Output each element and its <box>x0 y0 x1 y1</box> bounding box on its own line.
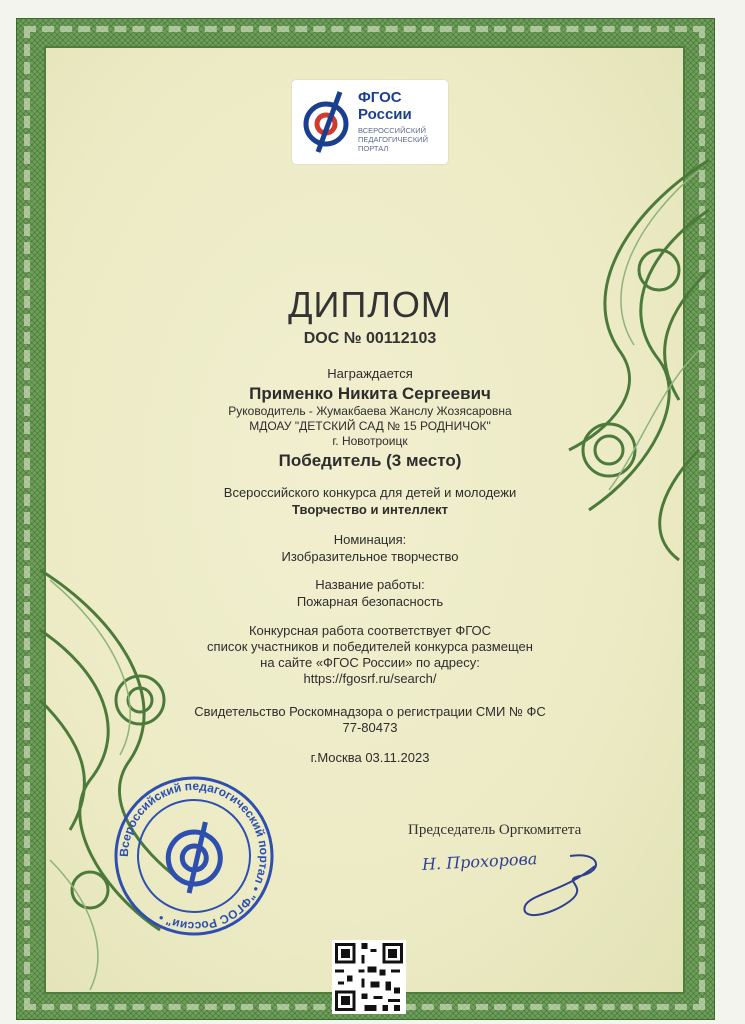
compliance-line3: на сайте «ФГОС России» по адресу: <box>260 655 480 670</box>
compliance-url: https://fgosrf.ru/search/ <box>303 671 437 686</box>
recipient-name: Применко Никита Сергеевич <box>249 384 491 403</box>
organization-line: МДОАУ "ДЕТСКИЙ САД № 15 РОДНИЧОК" <box>249 419 491 433</box>
work-title-value: Пожарная безопасность <box>296 594 444 609</box>
contest-name: Творчество и интеллект <box>292 502 448 517</box>
signature-scribble-icon <box>510 846 610 926</box>
registration-line2: 77-80473 <box>342 720 398 735</box>
nomination-value: Изобразительное творчество <box>281 549 459 564</box>
awarded-label: Награждается <box>327 366 413 381</box>
registration-line1: Свидетельство Роскомнадзора о регистрации СМИ № ФС <box>194 704 546 719</box>
logo-title-line1: ФГОС <box>358 89 402 106</box>
date-line: г.Москва 03.11.2023 <box>310 750 430 765</box>
city-line: г. Новотроицк <box>332 434 408 448</box>
doc-number: DOC № 00112103 <box>303 330 437 347</box>
official-stamp <box>101 763 286 948</box>
signature-name: Н. Прохорова <box>421 848 538 875</box>
nomination-label: Номинация: <box>333 532 407 547</box>
fgos-logo <box>292 80 448 164</box>
compliance-line2: список участников и победителей конкурса размещен <box>207 639 533 654</box>
contest-line: Всероссийского конкурса для детей и молодежи <box>223 485 517 500</box>
logo-subtitle: ВСЕРОССИЙСКИЙ ПЕДАГОГИЧЕСКИЙ ПОРТАЛ <box>358 126 428 153</box>
leader-line: Руководитель - Жумакбаева Жанслу Жозясаровна <box>228 404 512 418</box>
qr-code-icon[interactable] <box>332 940 406 1014</box>
compliance-line1: Конкурсная работа соответствует ФГОС <box>248 623 492 638</box>
diploma-heading: ДИПЛОМ <box>288 284 452 325</box>
place-line: Победитель (3 место) <box>278 451 462 470</box>
work-title-label: Название работы: <box>315 577 425 592</box>
compliance-block <box>140 623 600 687</box>
svg-text:Всероссийский педагогический п: Всероссийский педагогический портал • "ФГОС России" • <box>116 778 272 934</box>
logo-title-line2: России <box>358 106 412 123</box>
fgos-logo-mark-icon <box>300 86 352 158</box>
chairman-title: Председатель Оргкомитета <box>408 822 582 838</box>
registration-block <box>140 704 600 736</box>
logo-title <box>358 89 412 123</box>
